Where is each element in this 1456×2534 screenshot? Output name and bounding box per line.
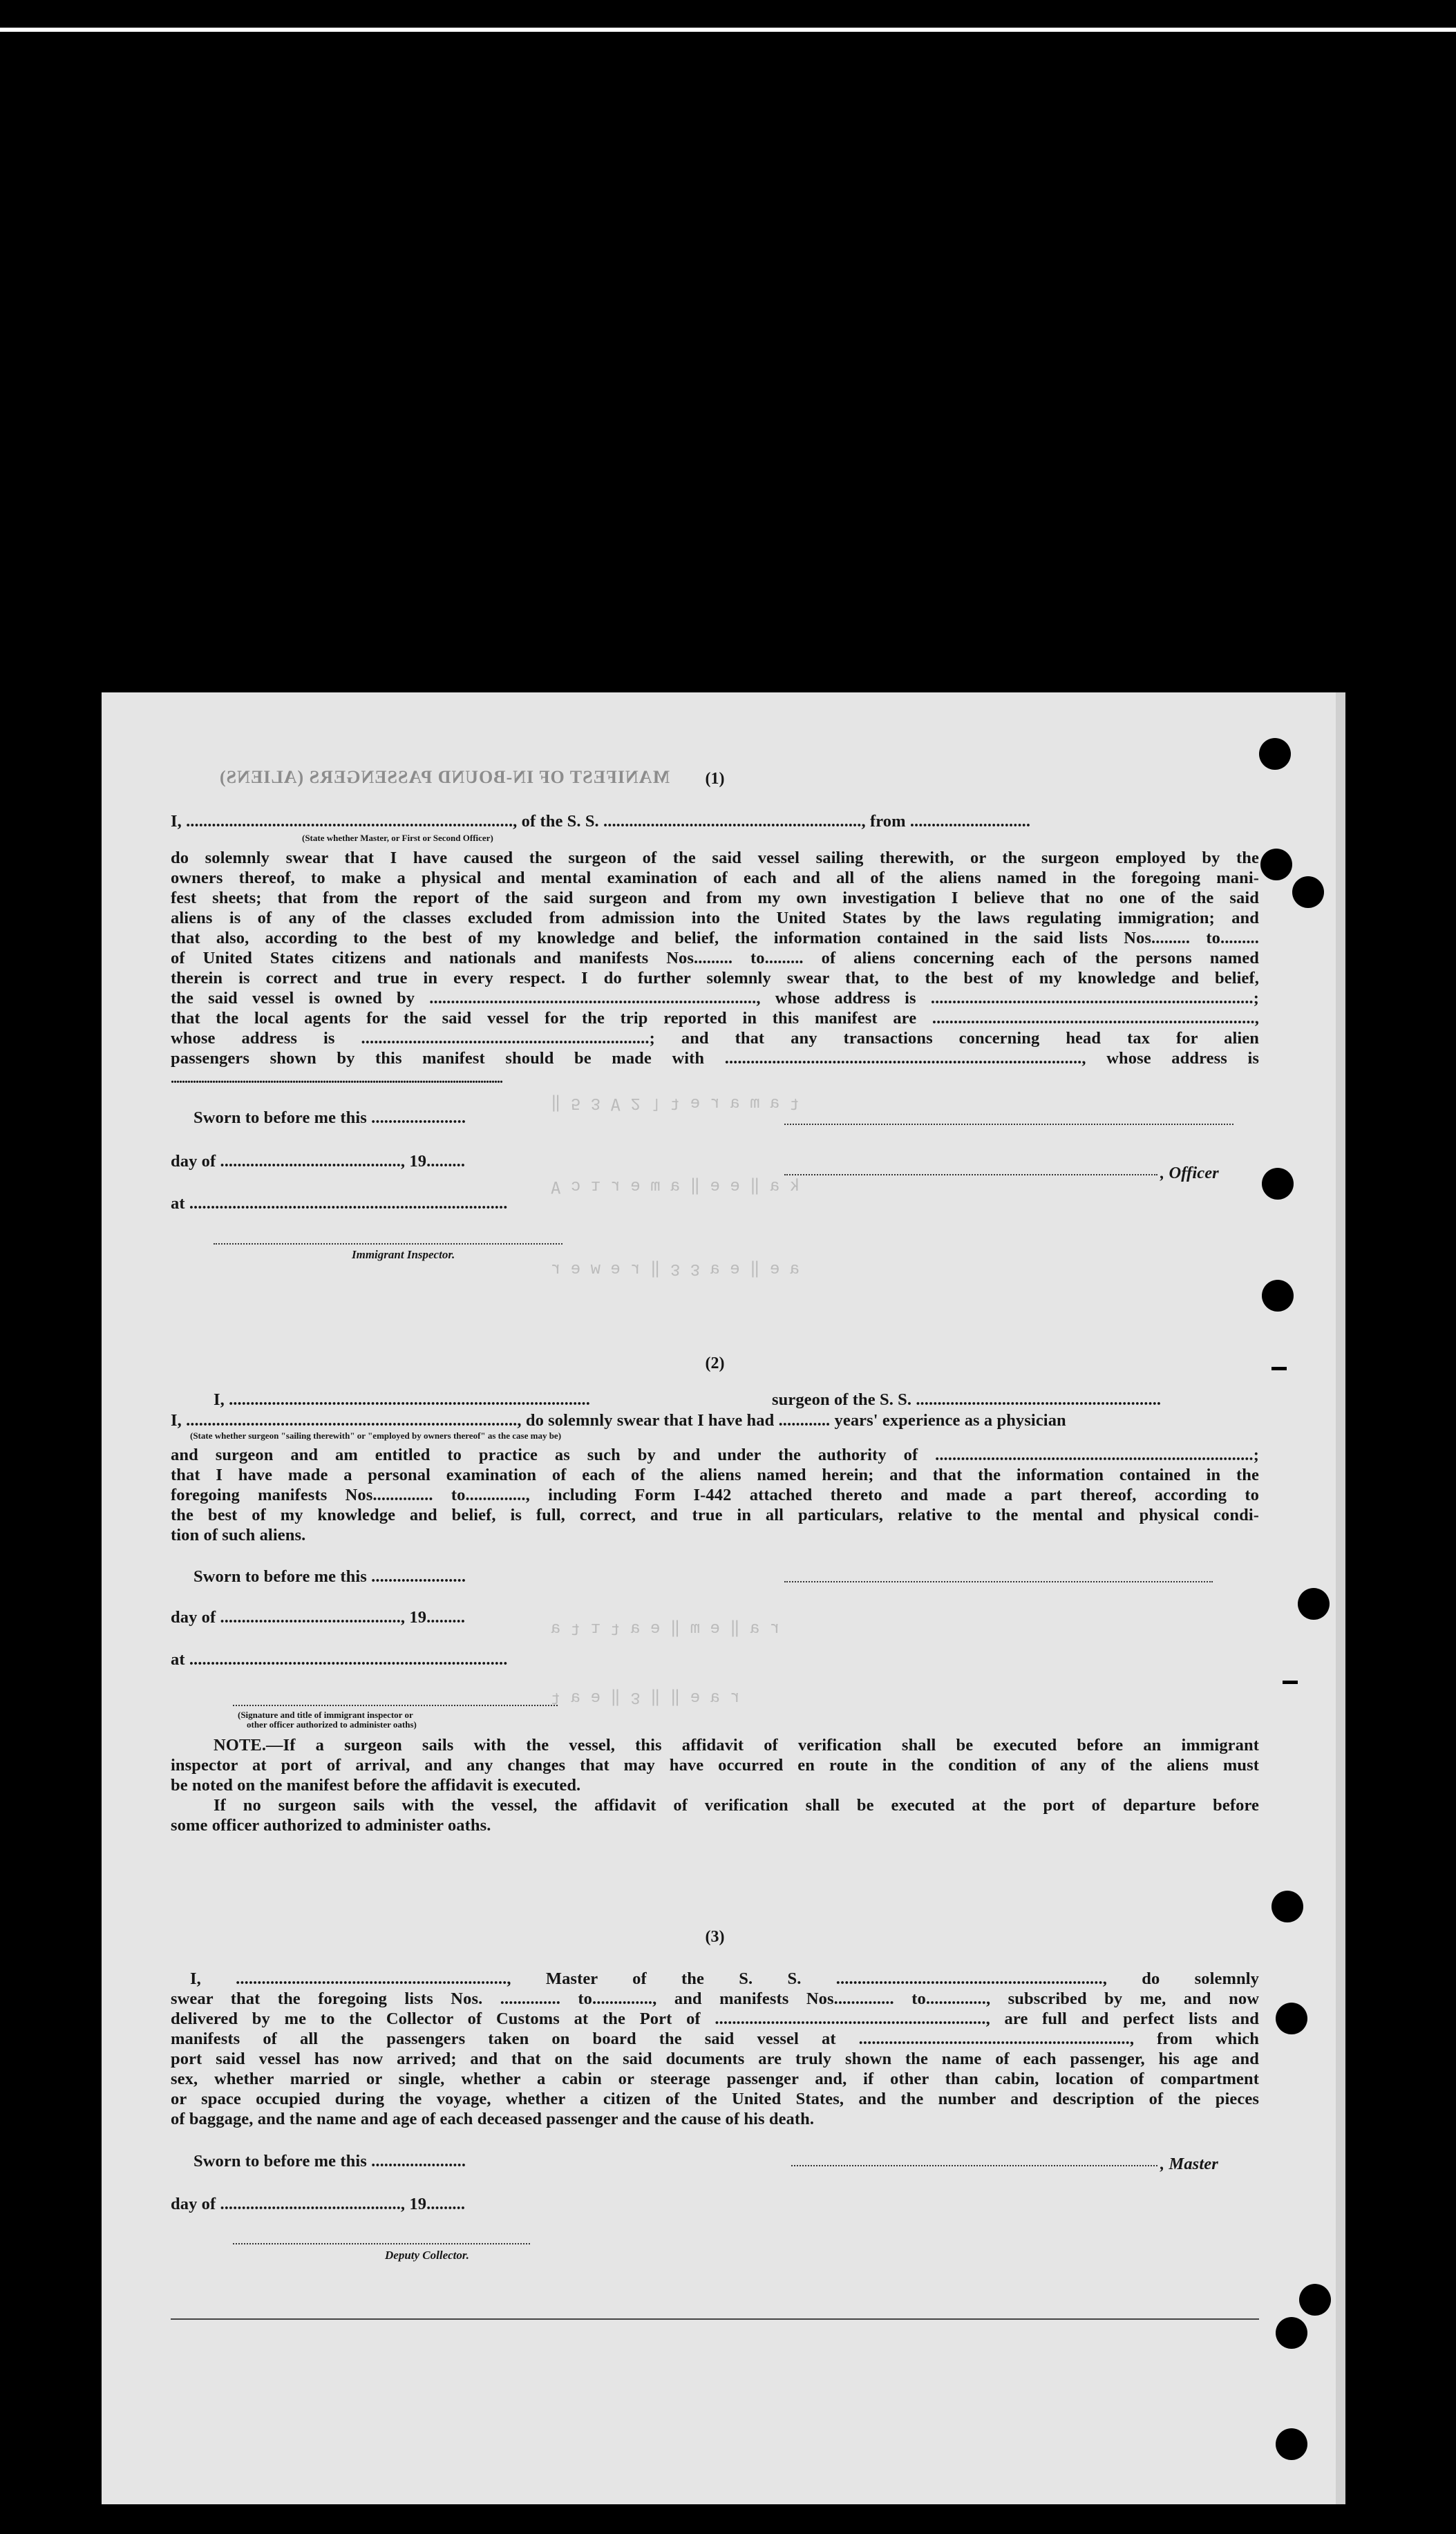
s2-day: day of .........................................., 19......... [171, 1608, 466, 1627]
s1-officer-signature-upper [784, 1124, 1233, 1125]
punch-hole [1259, 738, 1291, 770]
s3-line: or space occupied during the voyage, whether a citizen of the United States, and the number and description of the pieces [171, 2090, 1259, 2108]
s2-line: and surgeon and am entitled to practice as such by and under the authority of ..........................................................................; [171, 1446, 1259, 1464]
s1-line: therein is correct and true in every respect. I do further solemnly swear that, to the best of my knowledge and belief, [171, 969, 1259, 987]
s3-line: of baggage, and the name and age of each deceased passenger and the cause of his death. [171, 2110, 815, 2128]
s1-line: passengers shown by this manifest should be made with ..................................................................................., whose address is [171, 1049, 1259, 1068]
s2-line: foregoing manifests Nos.............. to.............., including Form I-442 attached thereto and made a part thereof, according to [171, 1486, 1259, 1504]
s1-officer-label: , Officer [1160, 1164, 1219, 1182]
s3-collector-signature-line [233, 2243, 530, 2244]
s2-note-line: some officer authorized to administer oaths. [171, 1816, 491, 1835]
s2-line: that I have made a personal examination of each of the aliens named herein; and that the information contained in the [171, 1466, 1259, 1484]
s1-line: do solemnly swear that I have caused the surgeon of the said vessel sailing therewith, or the surgeon employed by the [171, 849, 1259, 867]
section-1-number: (1) [705, 770, 725, 788]
s2-line: tion of such aliens. [171, 1526, 306, 1544]
punch-hole [1276, 2317, 1307, 2349]
s2-at: at .......................................................................... [171, 1650, 508, 1669]
s3-line: port said vessel has now arrived; and that on the said documents are truly shown the name of each passenger, his age and [171, 2050, 1259, 2068]
s3-master-signature-line [791, 2165, 1157, 2166]
s2-caption: (State whether surgeon "sailing therewith" or "employed by owners thereof" as the case may be) [190, 1430, 562, 1441]
s2-surgeon-signature-line [784, 1581, 1213, 1582]
s2-note-line: NOTE.—If a surgeon sails with the vessel, this affidavit of verification shall be executed before an immigrant [214, 1736, 1259, 1755]
s2-note-line: inspector at port of arrival, and any changes that may have occurred en route in the condition of any of the aliens must [171, 1756, 1259, 1775]
s2-line: the best of my knowledge and belief, is full, correct, and true in all particulars, relative to the mental and physical condi- [171, 1506, 1259, 1524]
s1-line: the said vessel is owned by ............................................................................, whose address is ...........................................................................; [171, 989, 1259, 1008]
bleed-through-text: Ɐ ɔ ı ɹ ǝ ɯ ɐ ‖ ǝ ǝ ‖ ɐ ʞ [551, 1176, 800, 1195]
s1-line: that also, according to the best of my knowledge and belief, the information contained in the said lists Nos......... to......... [171, 929, 1259, 947]
punch-hole [1276, 2428, 1307, 2460]
bleed-through-text: ‖ 5 3 Ɐ 2 ˥ ʇ ǝ ɹ ɐ ɯ ɐ ʇ [551, 1093, 800, 1112]
s3-line: swear that the foregoing lists Nos. .............. to.............., and manifests Nos.............. to.............., subscribed by me, and now [171, 1989, 1259, 2008]
s1-inspector-signature-line [214, 1243, 562, 1245]
s1-day: day of .........................................., 19......... [171, 1152, 466, 1171]
s2-sig-caption-2: other officer authorized to administer oaths) [247, 1719, 417, 1730]
s1-line: owners thereof, to make a physical and mental examination of each and all of the aliens named in the foregoing mani- [171, 869, 1259, 887]
manifest-page [102, 692, 1345, 2504]
s1-sworn: Sworn to before me this ...................... [193, 1108, 466, 1127]
punch-mark [1283, 1681, 1298, 1684]
s1-at: at .......................................................................... [171, 1194, 508, 1213]
punch-hole [1292, 876, 1324, 908]
s1-line: that the local agents for the said vessel for the trip reported in this manifest are ..........................................................................., [171, 1009, 1259, 1028]
section-3-number: (3) [705, 1928, 725, 1946]
s2-opening-line: I, ............................................................................., do solemnly swear that I have had ............ years' experience as a physician [171, 1411, 1066, 1430]
s1-inspector-label: Immigrant Inspector. [352, 1248, 455, 1261]
scan-top-border [0, 28, 1456, 32]
punch-hole [1271, 1891, 1303, 1922]
s2-inspector-signature-line [233, 1705, 558, 1706]
s2-opening-dots: I, .................................................................................... [214, 1390, 590, 1409]
section-2-number: (2) [705, 1354, 725, 1372]
bleed-through-text: ʇ ɐ ǝ ‖ 3 ‖ ‖ ǝ ɐ ɹ [551, 1687, 740, 1706]
s2-sworn: Sworn to before me this ...................... [193, 1567, 466, 1586]
punch-hole [1276, 2003, 1307, 2034]
s2-sig-caption-1: (Signature and title of immigrant inspector or [238, 1710, 413, 1720]
s3-sworn: Sworn to before me this ...................... [193, 2152, 466, 2171]
punch-hole [1298, 1588, 1330, 1620]
s1-officer-signature-line [784, 1174, 1157, 1175]
punch-mark [1271, 1367, 1287, 1370]
bleed-through-header: MANIFEST OF IN-BOUND PASSENGERS (ALIENS) [219, 767, 670, 787]
s2-surgeon-of: surgeon of the S. S. ......................................................... [772, 1390, 1162, 1409]
bleed-through-text: ɹ ǝ ʍ ǝ ɹ ‖ 3 3 ɐ ǝ ‖ ǝ ɐ [551, 1259, 800, 1278]
s1-line: aliens is of any of the classes excluded from admission into the United States by the laws regulating immigration; and [171, 909, 1259, 927]
s3-line: manifests of all the passengers taken on board the said vessel at ..............................................................., from which [171, 2030, 1259, 2048]
s1-line: whose address is ...................................................................; and that any transactions concerning head tax for alien [171, 1029, 1259, 1048]
s1-line: of United States citizens and nationals and manifests Nos......... to......... of aliens concerning each of the persons named [171, 949, 1259, 967]
punch-hole [1299, 2284, 1331, 2316]
bottom-rule [171, 2318, 1259, 2320]
s3-line: sex, whether married or single, whether a cabin or steerage passenger and, if other than cabin, location of compartment [171, 2070, 1259, 2088]
s1-line: fest sheets; that from the report of the said surgeon and from my own investigation I believe that no one of the said [171, 889, 1259, 907]
s3-line: delivered by me to the Collector of Customs at the Port of ..............................................................., are full and perfect lists and [171, 2010, 1259, 2028]
section-1-opening-line: I, ............................................................................, of the S. S. ............................................................, from ............................ [171, 812, 1031, 831]
s3-master-label: , Master [1160, 2155, 1218, 2173]
section-1-caption: (State whether Master, or First or Second Officer) [302, 833, 493, 843]
s3-line: I, ..............................................................., Master of the S. S. .............................................................., do solemnly [190, 1969, 1259, 1988]
s2-note-line: be noted on the manifest before the affidavit is executed. [171, 1776, 581, 1795]
s2-note-line: If no surgeon sails with the vessel, the affidavit of verification shall be executed at the port of departure before [214, 1796, 1259, 1815]
punch-hole [1262, 1280, 1294, 1312]
punch-hole [1260, 849, 1292, 880]
page-edge-shadow [1336, 692, 1345, 2504]
s1-address-dots: ........................................................................................................................ [171, 1071, 502, 1086]
s3-collector-label: Deputy Collector. [385, 2249, 469, 2262]
punch-hole [1262, 1168, 1294, 1200]
s3-day: day of .........................................., 19......... [171, 2195, 466, 2213]
bleed-through-text: ɐ ʇ ı ʇ ɐ ǝ ‖ ɯ ǝ ‖ ɐ ɹ [551, 1618, 780, 1637]
